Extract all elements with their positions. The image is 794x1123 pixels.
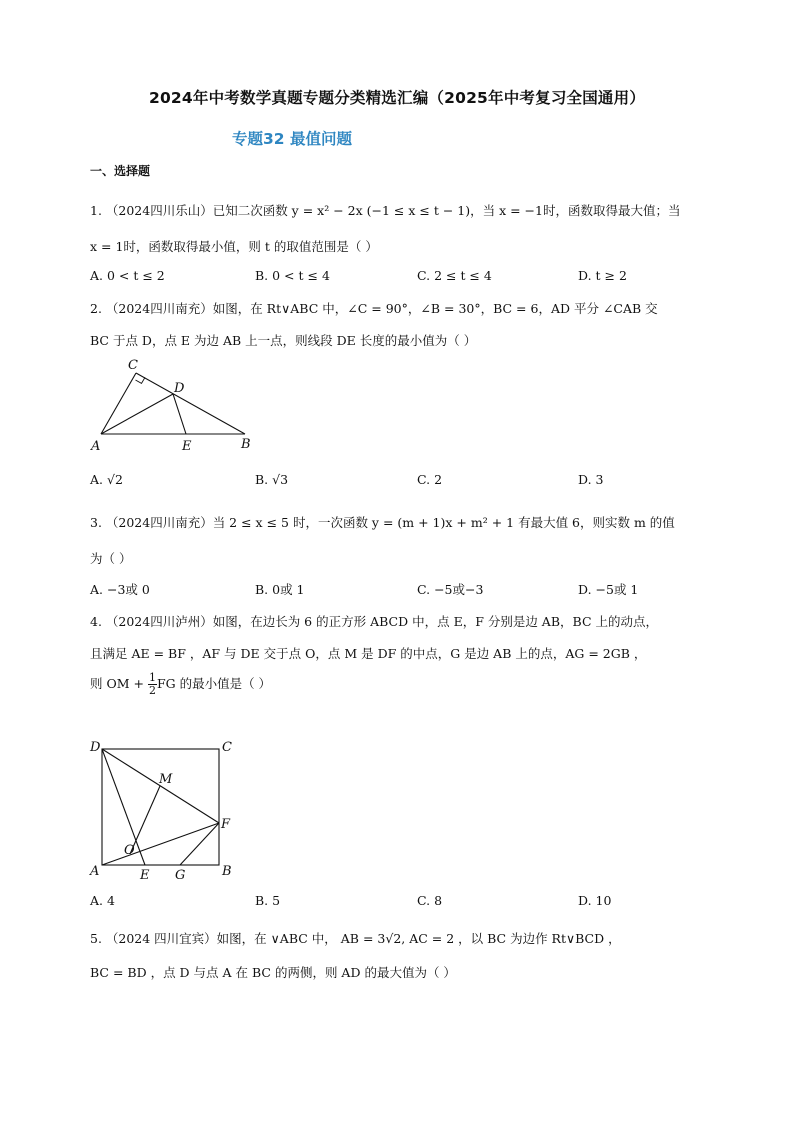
q4-label-g: G: [175, 868, 186, 883]
q2-label-e: E: [182, 439, 192, 454]
q4-line1: 4. （2024四川泸州）如图，在边长为 6 的正方形 ABCD 中，点 E，F 分别是边 AB，BC 上的动点，: [90, 614, 658, 629]
q4-frac-num: 1: [148, 671, 156, 684]
q2-option-b: B. √3: [255, 472, 289, 487]
q4-label-d: D: [90, 740, 101, 755]
q4-label-o: O: [124, 843, 135, 858]
q4-label-b: B: [222, 864, 232, 879]
topic-title: 专题32 最值问题: [232, 130, 352, 148]
q4-option-d: D. 10: [578, 893, 612, 908]
q1-option-a: A. 0 < t ≤ 2: [90, 268, 165, 283]
q3-option-c: C. −5或−3: [417, 582, 484, 597]
q2-triangle-figure: [88, 354, 268, 456]
q1-line2: x = 1时，函数取得最小值，则 t 的取值范围是（ ）: [90, 239, 378, 254]
q3-line1: 3. （2024四川南充）当 2 ≤ x ≤ 5 时，一次函数 y = (m + 1)x + m² + 1 有最大值 6，则实数 m 的值: [90, 515, 675, 530]
q4-label-c: C: [222, 740, 232, 755]
q4-label-a: A: [90, 864, 100, 879]
q4-line3-pre: 则 OM +: [90, 676, 148, 691]
q2-option-a: A. √2: [90, 472, 123, 487]
q5-line2: BC = BD ，点 D 与点 A 在 BC 的两侧，则 AD 的最大值为（ ）: [90, 965, 456, 980]
q3-line2: 为（ ）: [90, 551, 132, 566]
q2-label-a: A: [91, 439, 101, 454]
q3-options: [90, 580, 710, 598]
q3-option-d: D. −5或 1: [578, 582, 639, 597]
q4-square-figure: [86, 735, 246, 885]
q4-frac-den: 2: [148, 684, 156, 697]
q4-option-b: B. 5: [255, 893, 281, 908]
q1-options: [90, 268, 710, 286]
q2-option-c: C. 2: [417, 472, 443, 487]
section-heading: 一、选择题: [90, 164, 151, 178]
q1-option-c: C. 2 ≤ t ≤ 4: [417, 268, 492, 283]
q1-line1: 1. （2024四川乐山）已知二次函数 y = x² − 2x (−1 ≤ x ≤ t − 1)，当 x = −1时，函数取得最大值；当: [90, 203, 681, 218]
q3-option-b: B. 0或 1: [255, 582, 305, 597]
q4-fraction: [148, 672, 157, 697]
q2-label-b: B: [241, 437, 251, 452]
q2-option-d: D. 3: [578, 472, 604, 487]
q1-option-d: D. t ≥ 2: [578, 268, 627, 283]
q1-option-b: B. 0 < t ≤ 4: [255, 268, 330, 283]
q4-label-m: M: [159, 772, 173, 787]
q4-option-c: C. 8: [417, 893, 443, 908]
q4-options: [90, 893, 710, 911]
q2-label-d: D: [174, 381, 185, 396]
q2-options: [90, 472, 710, 490]
document-title: 2024年中考数学真题专题分类精选汇编（2025年中考复习全国通用）: [148, 89, 646, 107]
q2-line2: BC 于点 D，点 E 为边 AB 上一点，则线段 DE 长度的最小值为（ ）: [90, 333, 477, 348]
q4-line3: [90, 672, 271, 697]
q4-label-e: E: [140, 868, 150, 883]
q5-line1: 5. （2024 四川宜宾）如图，在 ∨ABC 中， AB = 3√2, AC = 2 ，以 BC 为边作 Rt∨BCD ，: [90, 931, 621, 946]
q4-line2: 且满足 AE = BF ，AF 与 DE 交于点 O，点 M 是 DF 的中点，G 是边 AB 上的点，AG = 2GB ，: [90, 646, 647, 661]
q2-label-c: C: [128, 358, 138, 373]
q4-label-f: F: [221, 817, 231, 832]
q4-option-a: A. 4: [90, 893, 115, 908]
q4-line3-post: FG 的最小值是（ ）: [156, 676, 272, 691]
q3-option-a: A. −3或 0: [90, 582, 150, 597]
q2-line1: 2. （2024四川南充）如图，在 Rt∨ABC 中，∠C = 90°，∠B = 30°，BC = 6，AD 平分 ∠CAB 交: [90, 301, 658, 316]
